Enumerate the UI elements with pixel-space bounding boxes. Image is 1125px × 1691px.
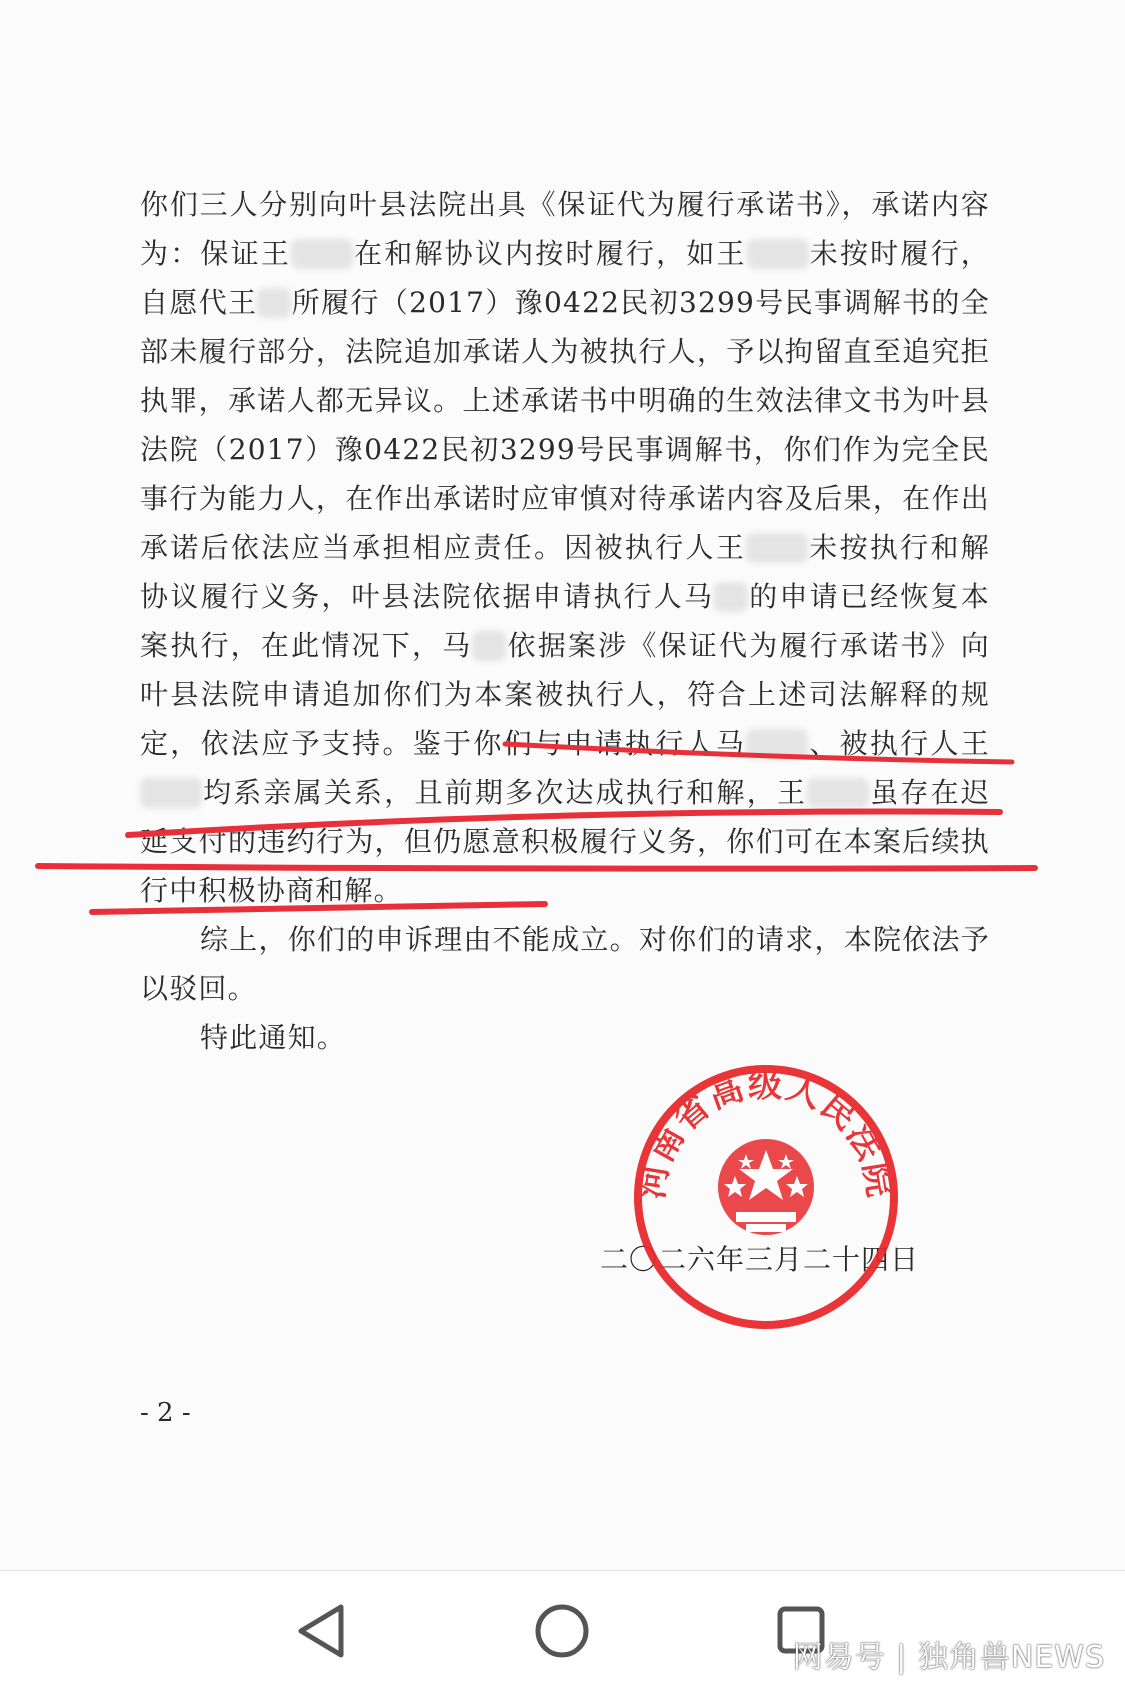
page-number: - 2 -: [140, 1398, 191, 1428]
paragraph-main: 你们三人分别向叶县法院出具《保证代为履行承诺书》，承诺内容为：保证王 在和解协议内按时履行，如王 未按时履行，自愿代王 所履行（2017）豫0422民初3299号民事调解书的全部未履行部分，法院追加承诺人为被执行人，予以拘留直至追究拒执罪，承诺人都无异议。上述承诺书中明确的生效法律文书为叶县法院（2017）豫0422民初3299号民事调解书，你们作为完全民事行为能力人，在作出承诺时应审慎对待承诺内容及后果，在作出承诺后依法应当承担相应责任。因被执行人王 未按执行和解协议履行义务，叶县法院依据申请执行人马 的申请已经恢复本案执行，在此情况下，马 依据案涉《保证代为履行承诺书》向叶县法院申请追加你们为本案被执行人，符合上述司法解释的规定，依法应予支持。鉴于你们与申请执行人马 、被执行人王均系亲属关系，且前期多次达成执行和解，王 虽存在迟延支付的违约行为，但仍愿意积极履行义务，你们可在本案后续执行中积极协商和解。: [140, 188, 991, 907]
redaction-blur: [746, 533, 808, 563]
redaction-blur: [472, 631, 506, 661]
redaction-blur: [291, 239, 353, 269]
document-date: 二〇二六年三月二十四日: [600, 1243, 920, 1276]
redaction-blur: [257, 288, 291, 318]
watermark: 网易号 | 独角兽NEWS: [792, 1640, 1105, 1675]
redaction-blur: [807, 778, 869, 808]
seal-text: 河南省高级人民法院: [631, 1065, 901, 1202]
national-emblem-icon: [718, 1139, 814, 1235]
court-seal: [628, 1062, 904, 1332]
redaction-blur: [140, 778, 202, 808]
redaction-blur: [714, 582, 748, 612]
paragraph-notice: 特此通知。: [200, 1021, 347, 1054]
redaction-blur: [746, 729, 808, 759]
paragraph-conclusion: 综上，你们的申诉理由不能成立。对你们的请求，本院依法予以驳回。: [140, 923, 990, 1005]
redaction-blur: [747, 239, 809, 269]
back-triangle-icon[interactable]: [283, 1591, 363, 1671]
document-body: [140, 180, 990, 1062]
home-circle-icon[interactable]: [522, 1591, 602, 1671]
